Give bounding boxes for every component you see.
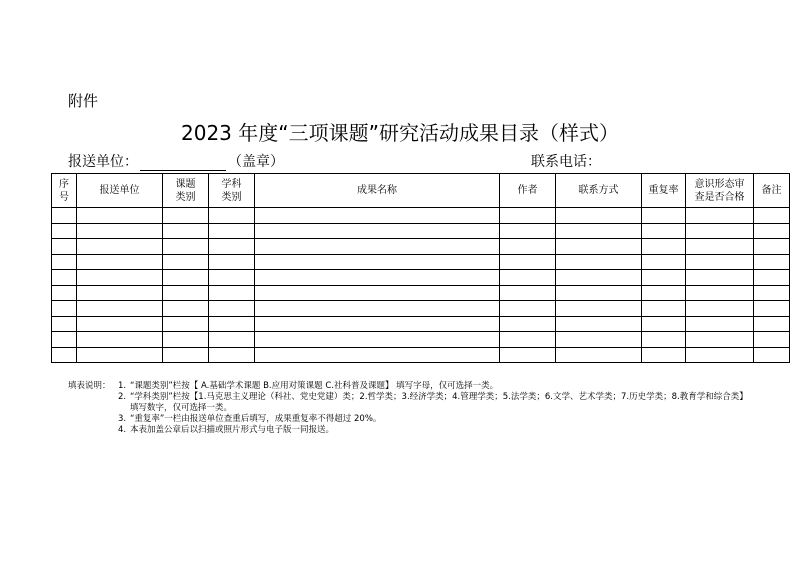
table-cell[interactable] bbox=[556, 347, 642, 363]
table-cell[interactable] bbox=[642, 254, 686, 270]
table-cell[interactable] bbox=[642, 239, 686, 255]
table-cell[interactable] bbox=[500, 223, 556, 239]
report-unit-blank[interactable] bbox=[140, 157, 226, 171]
table-cell[interactable] bbox=[686, 316, 754, 332]
table-cell[interactable] bbox=[500, 285, 556, 301]
instruction-item: 2. “学科类别”栏按【1.马克思主义理论（科社、党史党建）类；2.哲学类；3.经济学类；4.管理学类；5.法学类；6.文学、艺术学类；7.历史学类；8.教育学和综合类】填写数字，仅可选择一类。 bbox=[118, 392, 748, 413]
header-topic-category: 课题 类别 bbox=[163, 174, 209, 208]
table-cell[interactable] bbox=[255, 332, 500, 348]
header-contact: 联系方式 bbox=[556, 174, 642, 208]
table-cell[interactable] bbox=[500, 301, 556, 317]
results-table bbox=[51, 173, 790, 363]
header-duplication-rate: 重复率 bbox=[642, 174, 686, 208]
table-cell[interactable] bbox=[52, 316, 77, 332]
table-cell[interactable] bbox=[52, 347, 77, 363]
table-cell[interactable] bbox=[77, 223, 163, 239]
table-cell[interactable] bbox=[754, 270, 790, 286]
table-cell[interactable] bbox=[163, 254, 209, 270]
table-cell[interactable] bbox=[642, 285, 686, 301]
table-cell[interactable] bbox=[556, 208, 642, 224]
table-cell[interactable] bbox=[556, 270, 642, 286]
table-cell[interactable] bbox=[77, 270, 163, 286]
table-cell[interactable] bbox=[209, 285, 255, 301]
header-ideology-review: 意识形态审 查是否合格 bbox=[686, 174, 754, 208]
table-cell[interactable] bbox=[642, 223, 686, 239]
table-cell[interactable] bbox=[209, 270, 255, 286]
table-row bbox=[52, 223, 790, 239]
table-cell[interactable] bbox=[500, 254, 556, 270]
table-cell[interactable] bbox=[163, 301, 209, 317]
table-cell[interactable] bbox=[642, 332, 686, 348]
header-remarks: 备注 bbox=[754, 174, 790, 208]
table-cell[interactable] bbox=[754, 316, 790, 332]
table-cell[interactable] bbox=[209, 208, 255, 224]
table-cell[interactable] bbox=[754, 347, 790, 363]
table-cell[interactable] bbox=[754, 285, 790, 301]
table-cell[interactable] bbox=[77, 316, 163, 332]
table-cell[interactable] bbox=[52, 254, 77, 270]
table-cell[interactable] bbox=[754, 239, 790, 255]
table-cell[interactable] bbox=[52, 285, 77, 301]
table-cell[interactable] bbox=[556, 332, 642, 348]
instructions-lead: 填表说明： bbox=[68, 381, 111, 391]
table-cell[interactable] bbox=[52, 332, 77, 348]
table-cell[interactable] bbox=[209, 254, 255, 270]
table-cell[interactable] bbox=[556, 316, 642, 332]
table-cell[interactable] bbox=[686, 270, 754, 286]
table-row bbox=[52, 254, 790, 270]
table-cell[interactable] bbox=[163, 316, 209, 332]
table-cell[interactable] bbox=[163, 239, 209, 255]
table-cell[interactable] bbox=[642, 301, 686, 317]
instruction-item: 3. “重复率”一栏由报送单位查重后填写，成果重复率不得超过 20%。 bbox=[118, 414, 382, 424]
header-report-unit: 报送单位 bbox=[77, 174, 163, 208]
table-cell[interactable] bbox=[255, 347, 500, 363]
table-cell[interactable] bbox=[686, 254, 754, 270]
table-cell[interactable] bbox=[163, 208, 209, 224]
instructions-list bbox=[118, 381, 748, 436]
table-cell[interactable] bbox=[500, 316, 556, 332]
table-cell[interactable] bbox=[77, 254, 163, 270]
table-row bbox=[52, 316, 790, 332]
header-result-name: 成果名称 bbox=[255, 174, 500, 208]
table-cell[interactable] bbox=[255, 239, 500, 255]
table-body bbox=[52, 208, 790, 363]
attachment-label: 附件 bbox=[68, 92, 99, 110]
table-cell[interactable] bbox=[686, 332, 754, 348]
table-cell[interactable] bbox=[686, 239, 754, 255]
table-cell[interactable] bbox=[500, 270, 556, 286]
table-cell[interactable] bbox=[77, 285, 163, 301]
table-cell[interactable] bbox=[642, 316, 686, 332]
table-cell[interactable] bbox=[209, 301, 255, 317]
table-cell[interactable] bbox=[52, 239, 77, 255]
header-author: 作者 bbox=[500, 174, 556, 208]
table-cell[interactable] bbox=[642, 347, 686, 363]
table-header-row bbox=[52, 174, 790, 208]
header-discipline-category: 学科 类别 bbox=[209, 174, 255, 208]
table-cell[interactable] bbox=[754, 208, 790, 224]
table-row bbox=[52, 239, 790, 255]
table-cell[interactable] bbox=[77, 239, 163, 255]
table-cell[interactable] bbox=[163, 223, 209, 239]
table-cell[interactable] bbox=[52, 208, 77, 224]
table-row bbox=[52, 347, 790, 363]
document-title: 2023 年度“三项课题”研究活动成果目录（样式） bbox=[181, 121, 619, 145]
table-cell[interactable] bbox=[500, 208, 556, 224]
table-cell[interactable] bbox=[209, 239, 255, 255]
table-cell[interactable] bbox=[754, 254, 790, 270]
table-cell[interactable] bbox=[255, 316, 500, 332]
table-cell[interactable] bbox=[686, 301, 754, 317]
instruction-item: 4. 本表加盖公章后以扫描或照片形式与电子版一同报送。 bbox=[118, 425, 335, 435]
table-cell[interactable] bbox=[77, 208, 163, 224]
table-cell[interactable] bbox=[686, 208, 754, 224]
table-cell[interactable] bbox=[556, 254, 642, 270]
table-cell[interactable] bbox=[686, 285, 754, 301]
header-seq: 序 号 bbox=[52, 174, 77, 208]
table-cell[interactable] bbox=[52, 301, 77, 317]
table-cell[interactable] bbox=[255, 285, 500, 301]
table-cell[interactable] bbox=[642, 270, 686, 286]
table-cell[interactable] bbox=[163, 332, 209, 348]
table-row bbox=[52, 208, 790, 224]
table-cell[interactable] bbox=[209, 347, 255, 363]
table-cell[interactable] bbox=[556, 223, 642, 239]
table-cell[interactable] bbox=[255, 301, 500, 317]
table-cell[interactable] bbox=[500, 332, 556, 348]
table-cell[interactable] bbox=[52, 270, 77, 286]
table-cell[interactable] bbox=[209, 223, 255, 239]
table-row bbox=[52, 332, 790, 348]
table-cell[interactable] bbox=[500, 347, 556, 363]
contact-phone-label: 联系电话： bbox=[531, 154, 601, 170]
report-unit-label: 报送单位： bbox=[68, 154, 138, 170]
table-cell[interactable] bbox=[754, 223, 790, 239]
table-cell[interactable] bbox=[556, 239, 642, 255]
table-cell[interactable] bbox=[754, 301, 790, 317]
table-row bbox=[52, 270, 790, 286]
table-cell[interactable] bbox=[52, 223, 77, 239]
table-cell[interactable] bbox=[209, 332, 255, 348]
table-row bbox=[52, 285, 790, 301]
table-cell[interactable] bbox=[754, 332, 790, 348]
table-cell[interactable] bbox=[556, 285, 642, 301]
table-cell[interactable] bbox=[77, 332, 163, 348]
instruction-item: 1. “课题类别”栏按【 A.基础学术课题 B.应用对策课题 C.社科普及课题】 填写字母，仅可选择一类。 bbox=[118, 381, 499, 391]
table-cell[interactable] bbox=[686, 223, 754, 239]
table-cell[interactable] bbox=[77, 347, 163, 363]
table-cell[interactable] bbox=[556, 301, 642, 317]
table-cell[interactable] bbox=[255, 223, 500, 239]
table-cell[interactable] bbox=[77, 301, 163, 317]
table-cell[interactable] bbox=[163, 347, 209, 363]
table-cell[interactable] bbox=[163, 285, 209, 301]
table-cell[interactable] bbox=[163, 270, 209, 286]
table-cell[interactable] bbox=[209, 316, 255, 332]
table-cell[interactable] bbox=[255, 254, 500, 270]
table-cell[interactable] bbox=[255, 270, 500, 286]
report-unit-group bbox=[68, 151, 284, 171]
table-row bbox=[52, 301, 790, 317]
table-cell[interactable] bbox=[686, 347, 754, 363]
contact-phone-group bbox=[531, 151, 601, 171]
table-cell[interactable] bbox=[642, 208, 686, 224]
table-cell[interactable] bbox=[255, 208, 500, 224]
table-cell[interactable] bbox=[500, 239, 556, 255]
seal-note: （盖章） bbox=[228, 154, 284, 170]
